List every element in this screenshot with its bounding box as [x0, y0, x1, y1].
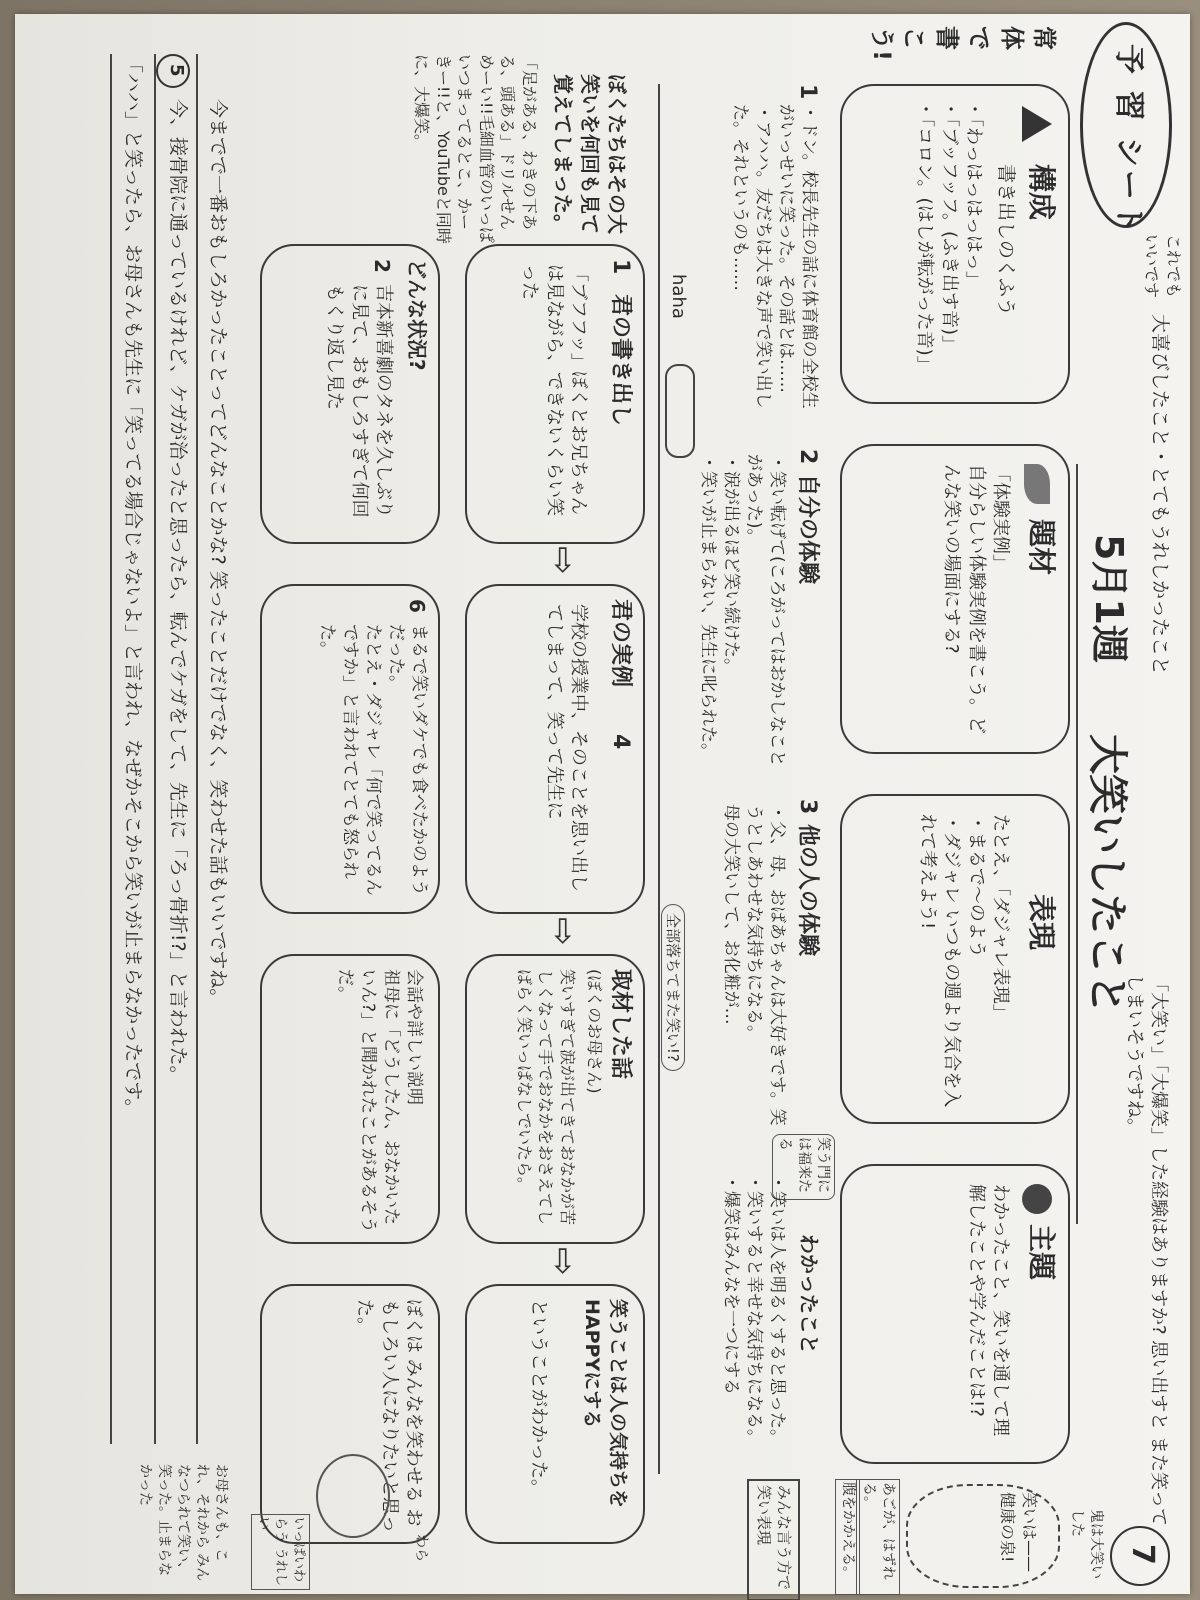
- worksheet-paper: [15, 14, 1190, 1594]
- card1-body: 「ブフフッ」ぼくとお兄ちゃんは見ながら、できないくらい笑った: [519, 264, 589, 516]
- row4-card1-num: 2: [370, 259, 394, 273]
- kakidashi-lines: ・「わっはっはっはっ」 ・「ブッフッフ。(ふき出す音)」 ・「コロン。(はしが転がった音)」: [914, 100, 984, 374]
- card1-num: 1: [608, 259, 633, 275]
- arrow-right-icon: ⇨: [543, 917, 583, 946]
- card3-sub: (ぼくのお母さん): [585, 969, 604, 1094]
- row2-num-2: 2: [795, 449, 820, 465]
- row4-card2-body: まるで笑いダケでも食べたかのようだった。 たとえ・ダジャレ「何で笑ってるん ですか」と言われてとても怒られた。: [317, 624, 429, 896]
- title-underline: [1076, 464, 1078, 1224]
- footer-answer-2: 「ハハ」と笑ったら、お母さんも先生に「笑ってる場合じゃないよ」と言われ、なぜかそこから笑いが止まらなかったです。: [122, 54, 144, 1118]
- footer-right-note: お母さんも、これ、それから みんなつられて笑い、笑った。止まらなかった: [137, 1464, 229, 1582]
- corner-doodle: わら: [413, 1534, 429, 1562]
- kousei-label: 構成: [1025, 164, 1058, 221]
- arrow-up-icon: [1022, 106, 1052, 142]
- title-badge-text: 予 習 シート: [1111, 44, 1146, 236]
- footer-question: 今までで一番おもしろかったことってどんなことかな? 笑ったことだけでなく、笑わせた話もいいですね。: [207, 99, 229, 1008]
- footer-line-3: [110, 54, 112, 1444]
- row2-line-1: [658, 84, 660, 1474]
- row2-col-1: ・ドン。校長先生の話に体育館の全校生がいっせいに笑った。その話とは…… ・アハハ。友だちは大きな声で笑い出した。それというのも……: [730, 104, 819, 409]
- month-week: 5月1週: [1087, 534, 1131, 663]
- arrow-right-icon: ⇨: [543, 1247, 583, 1276]
- row4-card4-body: ぼくは みんなを笑わせる おもしろい人になりたいと思った。: [354, 1299, 424, 1533]
- row2-col4-title: わかったこと: [797, 1234, 821, 1354]
- row2-col-4: ・笑いは人を明るくすると思った。 ・笑いすると幸せな気持ちになる。 ・爆笑はみんなを一つにする: [721, 1174, 787, 1446]
- footer-line-1: [196, 54, 198, 1444]
- leaf-icon: [1024, 464, 1050, 504]
- row4-card1-title: どんな状況?: [405, 259, 429, 371]
- row2-num-3: 3: [795, 799, 820, 815]
- hyogen-lines: たとえ、「ダジャレ表現」 ・まるで〜のよう ・ダジャレ いつもの週より気合を入れて考えよう!: [917, 814, 1011, 1108]
- shudai-lines: わかったこと、笑いを通して理解したことや学んだことは!?: [965, 1184, 1011, 1436]
- top-note: これでも いいです: [1142, 234, 1183, 299]
- kakidashi-title: 書き出しのくふう: [995, 164, 1017, 317]
- card3-title: 取材した話: [608, 969, 633, 1080]
- cloud-note: 笑いは——健康の泉!: [998, 1492, 1039, 1573]
- row2-col3-note: 全部落ちてまた笑い!?: [661, 904, 685, 1071]
- corner-note: 鬼は大笑いした: [1069, 1509, 1104, 1579]
- card2-title: 君の実例: [608, 599, 633, 688]
- card3-body: 笑いすぎて涙が出てきておなかが苦しくなって手でおなかをおさえてしばらく笑いっぱなしでいたら。: [514, 969, 577, 1226]
- card2-body: 学校の授業中、そのことを思い出してしまって、笑って先生に: [543, 604, 589, 892]
- card1-title: 君の書き出し: [608, 294, 633, 427]
- doodle-label: いっぱいわらう うれしい: [251, 1514, 310, 1590]
- theme-question: 「大笑い」「大爆笑」した経験はありますか? 思い出すと また笑ってしまいそうですね。: [1123, 974, 1169, 1526]
- card4-title: 笑うことは人の気持ちをHAPPYにする: [581, 1299, 629, 1509]
- row2-col-3: ・父、母、おばあちゃんは大好きです。笑うとしあわせな気持ちになる。 母の大笑いして、お化粧が…: [721, 804, 787, 1126]
- apple-icon: [1022, 1184, 1052, 1214]
- footer-answer-1: 今、接骨院に通っているけれど、ケガが治ったと思ったら、転んでケガをして、先生に「ろっ骨折!?」と言われた。: [167, 99, 189, 1085]
- shudai-label: 主題: [1025, 1224, 1058, 1281]
- prompt-text: 大喜びしたこと・とてもうれしかったこと: [1149, 314, 1171, 676]
- laugh-faces-icon: [665, 364, 695, 458]
- page-number: 7: [1125, 1544, 1160, 1565]
- row4-card2-num: 6: [405, 599, 429, 613]
- arrow-right-icon: ⇨: [543, 546, 583, 575]
- row2-col3-title: 他の人の体験: [795, 824, 820, 957]
- row2-col2-title: 自分の体験: [795, 474, 820, 585]
- row2-col-2: ・笑い転げて(ころがってはおかしなことがあった)。 ・涙が出るほど笑い続けた。 ・笑いが止まらない、先生に叱られた。: [698, 454, 787, 767]
- card2-num: 4: [608, 734, 633, 750]
- row2-num-1: 1: [795, 84, 820, 100]
- row2-side-label-2: みんな言う方で笑い表現: [748, 1479, 801, 1600]
- daizai-lines: 「体験実例」 自分らしい体験実例を書こう。どんな笑いの場面にする?: [941, 464, 1011, 734]
- hyogen-label: 表現: [1025, 894, 1058, 951]
- row3-left-body: 「足がある、わきの下ある、頭ある」ドリルせんめーい!!毛細血管のいっぱいつまってるとこ、かーきー!!と、YouTubeと同時に、大爆笑。: [412, 54, 539, 244]
- theme-title: 大笑いしたこと: [1084, 734, 1130, 1014]
- row4-card1-body: 吉本新喜劇のタネを久しぶりに見て、おもしろすぎて何回もくり返し見た: [324, 284, 394, 518]
- row3-left-title: ぼくたちはその大笑いを何回も見て覚えてしまった。: [551, 74, 629, 234]
- row2-side-label-1: 笑う門には福来たる: [772, 1134, 835, 1200]
- footer-line-2: [154, 54, 156, 1444]
- daizai-label: 題材: [1025, 519, 1058, 576]
- card4-body: ということがわかった。: [528, 1299, 549, 1497]
- row2-col1-note: haha: [668, 274, 689, 319]
- small-note-2: 腹をかかえる。: [835, 1479, 860, 1595]
- small-note-1: あごが、はずれる。: [856, 1479, 900, 1595]
- footer-num: 5: [166, 64, 187, 77]
- side-note-joutai: 常体で書こう!: [868, 26, 1058, 61]
- bear-doodle-icon: [316, 1454, 390, 1538]
- row4-card3-body: 会話や詳しい説明 祖母に「どうしたん、おなかいたいん?」と聞かれたことがあるそうだ。: [335, 969, 424, 1234]
